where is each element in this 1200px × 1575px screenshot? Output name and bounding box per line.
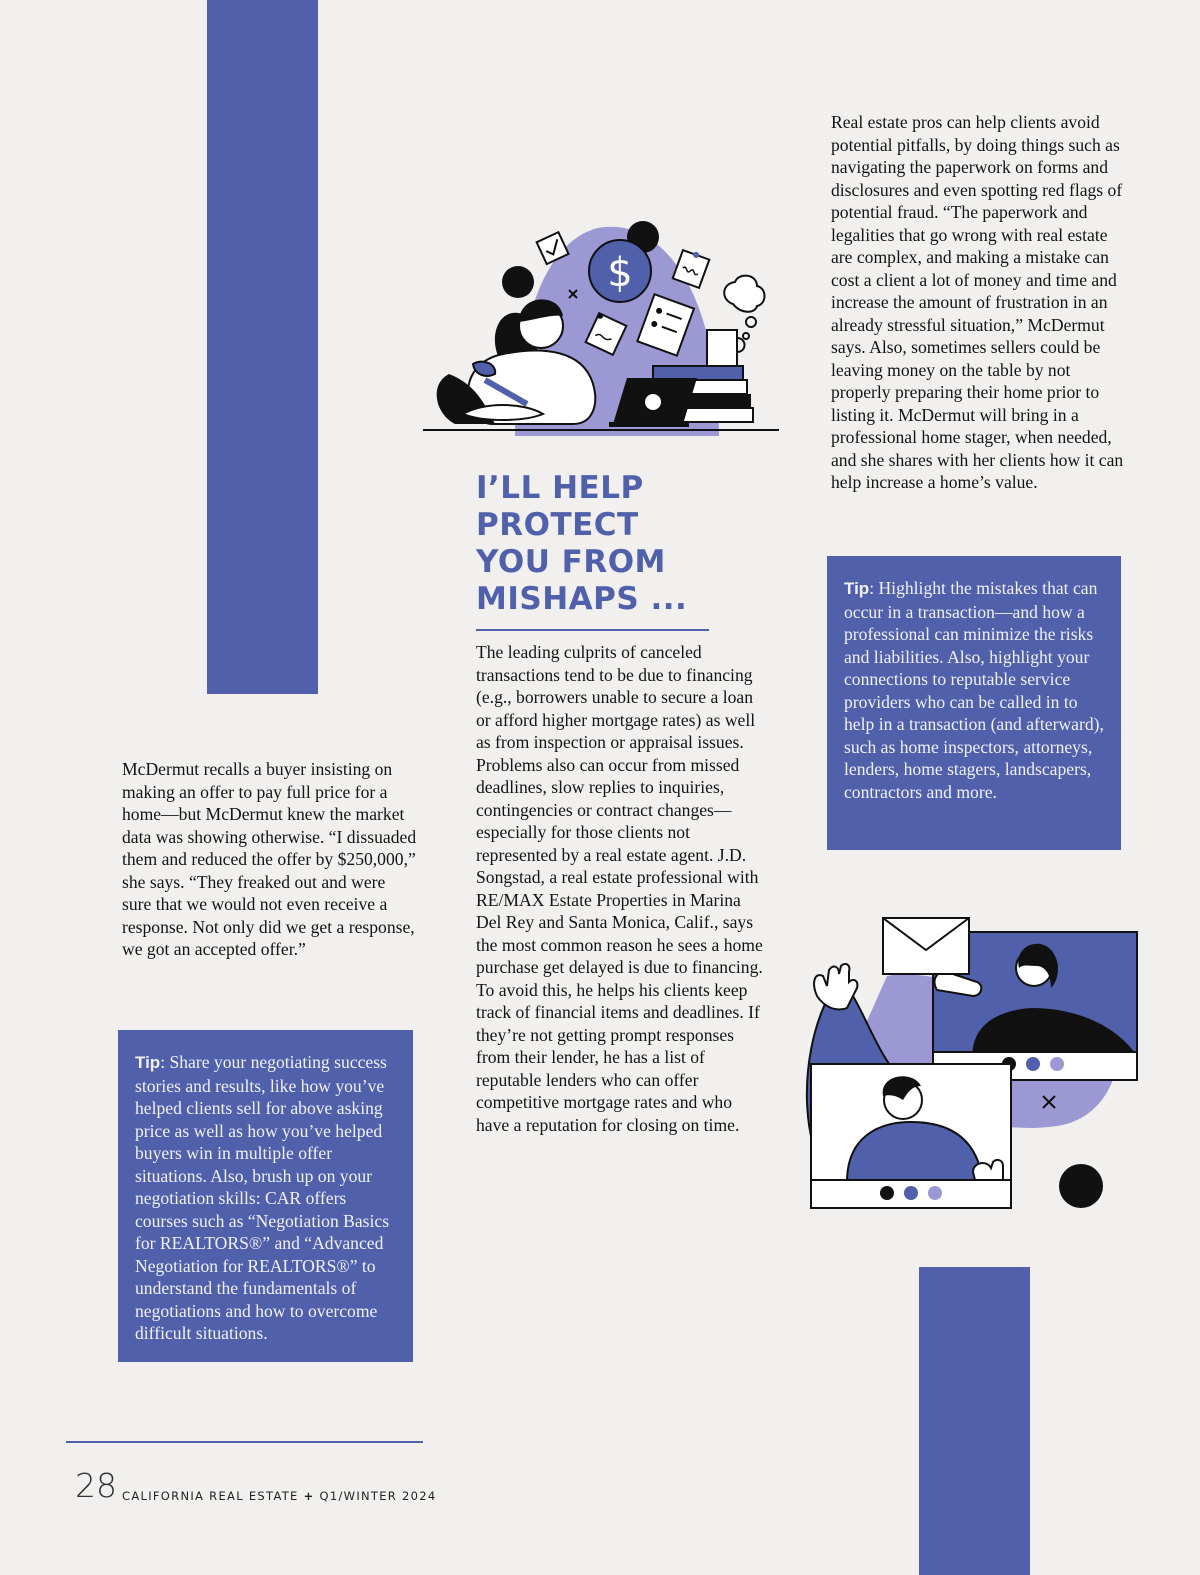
tip-box-left	[118, 1030, 413, 1362]
headline-line: I’LL HELP	[476, 470, 644, 506]
woman-with-paperwork-illustration	[423, 214, 779, 436]
issue-label: Q1/WINTER 2024	[319, 1489, 437, 1503]
tip-label: Tip	[135, 1053, 161, 1072]
body-column-left: McDermut recalls a buyer insisting on making an offer to pay full price for a home—but McDermut knew the market data was showing otherwise. “I dissuaded them and reduced the offer by $250,000,” she says. “They freaked out and were sure that we would not even receive a response. Not only did we get a response, we got an accepted offer.”	[122, 759, 417, 959]
publication-name: CALIFORNIA REAL ESTATE	[122, 1489, 299, 1503]
video-call-illustration	[787, 916, 1143, 1218]
headline-line: PROTECT	[476, 507, 639, 543]
headline-rule	[476, 629, 709, 631]
decorative-bar-bottom	[919, 1267, 1030, 1575]
body-column-right: Real estate pros can help clients avoid potential pitfalls, by doing things such as navigating the paperwork on forms and disclosures and even spotting red flags of potential fraud. “The paperwork and legalities that go wrong with real estate are complex, and making a mistake can cost a client a lot of money and time and increase the amount of frustration in an already stressful situation,” McDermut says. Also, sometimes sellers could be leaving money on the table by not properly preparing their home prior to listing it. McDermut will bring in a professional home stager, when needed, and she shares with her clients how it can help increase a home’s value.	[831, 112, 1124, 492]
dollar-icon: $	[607, 250, 633, 296]
publication-info	[122, 1488, 437, 1504]
footer-rule	[66, 1441, 423, 1443]
headline-line: MISHAPS ...	[476, 581, 688, 617]
page-number: 28	[75, 1466, 117, 1505]
plus-separator: +	[303, 1489, 315, 1503]
tip-text: : Highlight the mistakes that can occur in a transaction—and how a professional can minimize the risks and liabilities. Also, highlight your connections to reputable service providers who can be called in to help in a transaction (and afterward), such as home inspectors, attorneys, lenders, home stagers, landscapers, contractors and more.	[844, 578, 1104, 802]
tip-label: Tip	[844, 579, 870, 598]
section-headline	[476, 470, 766, 618]
tip-text: : Share your negotiating success stories and results, like how you’ve helped clients sell for above asking price as well as how you’ve helped buyers win in multiple offer situations. Also, brush up on your negotiation skills: CAR offers courses such as “Negotiation Basics for REALTORS®” and “Advanced Negotiation for REALTORS®” to understand the fundamentals of negotiations and how to overcome difficult situations.	[135, 1052, 390, 1343]
headline-line: YOU FROM	[476, 544, 666, 580]
decorative-bar-top	[207, 0, 318, 694]
body-column-middle: The leading culprits of canceled transactions tend to be due to financing (e.g., borrowers unable to secure a loan or afford higher mortgage rates) as well as from inspection or appraisal issues. Problems also can occur from missed deadlines, slow replies to inquiries, contingencies or contract changes—especially for those clients not represented by a real estate agent. J.D. Songstad, a real estate professional with RE/MAX Estate Properties in Marina Del Rey and Santa Monica, Calif., says the most common reason he sees a home purchase get delayed is due to financing. To avoid this, he helps his clients keep track of financial items and deadlines. If they’re not getting prompt responses from their lender, he has a list of reputable lenders who can offer competitive mortgage rates and who have a reputation for closing on time.	[476, 642, 763, 1135]
tip-box-right	[827, 556, 1121, 850]
